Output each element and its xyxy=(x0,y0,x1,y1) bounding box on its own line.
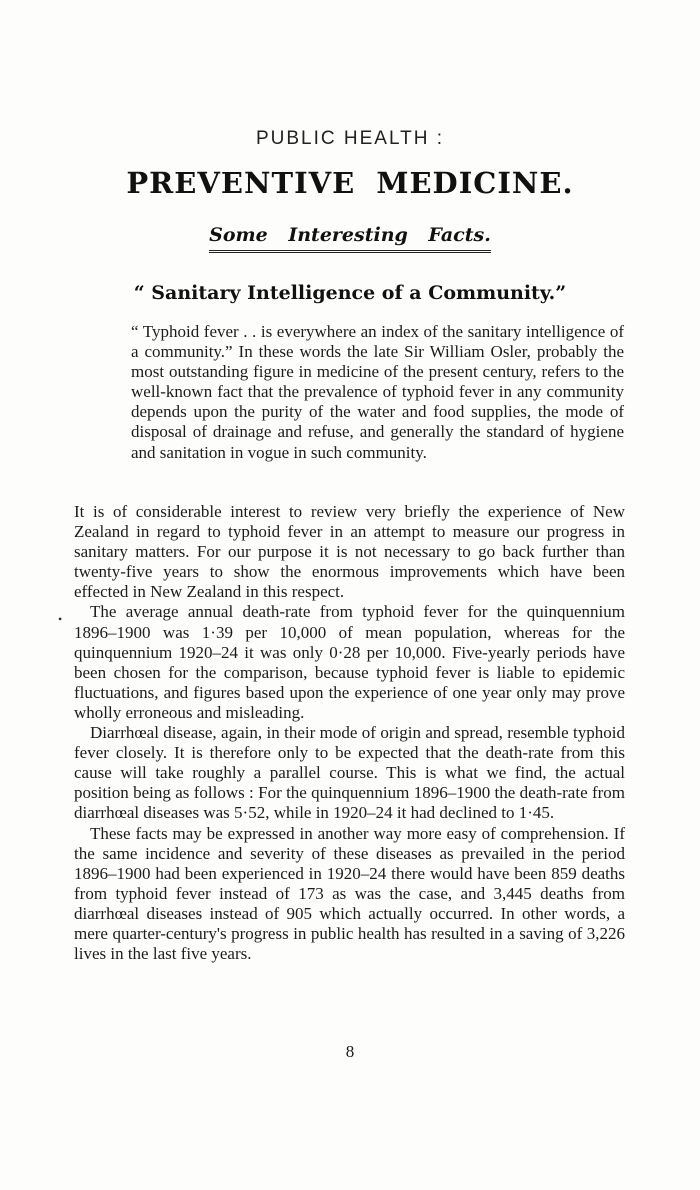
subtitle-wrapper xyxy=(0,224,700,253)
section-heading: “ Sanitary Intelligence of a Community.” xyxy=(133,282,567,304)
subtitle: Some Interesting Facts. xyxy=(209,224,491,253)
body-text xyxy=(74,502,625,964)
paragraph-1: It is of considerable interest to review very briefly the experience of New Zealand in regard to typhoid fever in an attempt to measure our progress in sanitary matters. For our purpose it is not necessary to go back further than twenty-five years to show the enormous improvements which have been effected in New Zealand in this respect. xyxy=(74,502,625,602)
header-kicker: PUBLIC HEALTH : xyxy=(255,128,445,149)
page-title: PREVENTIVE MEDICINE. xyxy=(126,166,574,200)
osler-quote: “ Typhoid fever . . is everywhere an index of the sanitary intelligence of a community.” In these words the late Sir William Osler, probably the most outstanding figure in medicine of the present century, refers to the well-known fact that the prevalence of typhoid fever in any community depends upon the purity of the water and food supplies, the mode of disposal of drainage and refuse, and generally the standard of hygiene and sanitation in vogue in such community. xyxy=(131,322,624,462)
paragraph-2: The average annual death-rate from typhoid fever for the quinquennium 1896–1900 was 1·39 per 10,000 of mean population, whereas for the quinquennium 1920–24 it was only 0·28 per 10,000. Five-yearly periods have been chosen for the comparison, because typhoid fever is liable to epidemic fluctuations, and figures based upon the experience of one year only may prove wholly erroneous and misleading. xyxy=(74,602,625,722)
margin-mark: • xyxy=(58,612,63,626)
page-number: 8 xyxy=(345,1042,355,1061)
paragraph-4: These facts may be expressed in another way more easy of comprehension. If the same incidence and severity of these diseases as prevailed in the period 1896–1900 had been experienced in 1920–24 there would have been 859 deaths from typhoid fever instead of 173 as was the case, and 3,445 deaths from diarrhœal diseases instead of 905 which actually occurred. In other words, a mere quarter-century's progress in public health has resulted in a saving of 3,226 lives in the last five years. xyxy=(74,823,625,964)
paragraph-3: Diarrhœal disease, again, in their mode of origin and spread, resemble typhoid fever closely. It is therefore only to be expected that the death-rate from this cause will take roughly a parallel course. This is what we find, the actual position being as follows : For the quinquennium 1896–1900 the death-rate from diarrhœal diseases was 5·52, while in 1920–24 it had declined to 1·45. xyxy=(74,723,625,823)
